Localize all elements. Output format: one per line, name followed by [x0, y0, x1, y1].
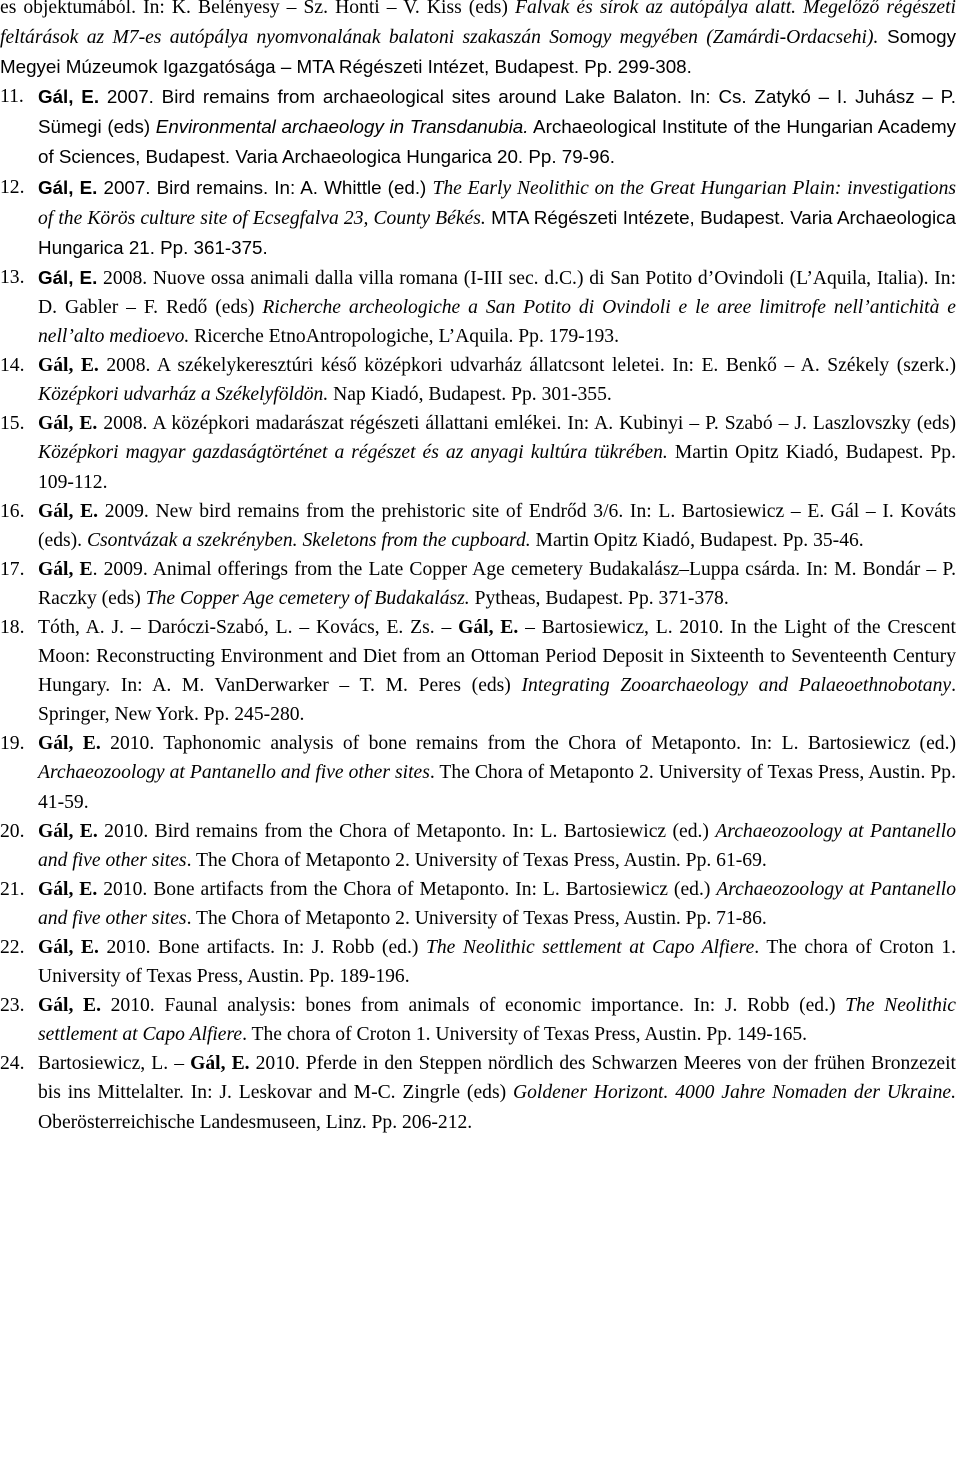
reference-text: . The chora of Croton 1. University of Texas Press, Austin. Pp. 189-196. [38, 937, 956, 988]
reference-entry-23 [0, 991, 957, 1049]
reference-entry-22 [0, 933, 956, 991]
reference-entry-15 [0, 409, 957, 496]
author-name: Gál, E. [38, 937, 99, 958]
reference-text: Somogy Megyei Múzeumok Igazgatósága – MTA Régészeti Intézet, Budapest. Pp. 299-308. [0, 26, 956, 78]
reference-text: Tóth, A. J. – Daróczi-Szabó, L. – Kovács, E. Zs. – [38, 616, 459, 638]
reference-entry-13 [0, 263, 957, 351]
reference-text: 2010. Bird remains from the Chora of Metaponto. In: L. Bartosiewicz (ed.) [97, 820, 716, 842]
author-name: Gál, E. [458, 616, 519, 638]
publication-title: Csontvázak a szekrényben. Skeletons from the cupboard. [86, 529, 531, 551]
reference-entry-14 [0, 351, 957, 409]
author-name: Gál, E. [38, 733, 101, 755]
reference-number: 21. [0, 878, 25, 900]
reference-entry-17 [0, 555, 956, 613]
reference-text: 2010. Bone artifacts. In: J. Robb (ed.) [98, 937, 426, 958]
reference-number: 13. [0, 266, 25, 288]
reference-entry-16 [0, 497, 957, 555]
reference-text: Martin Opitz Kiadó, Budapest. Pp. 109-112. [38, 442, 957, 493]
reference-number: 19. [0, 733, 25, 755]
reference-entry-19 [0, 729, 956, 816]
reference-text: Nap Kiadó, Budapest. Pp. 301-355. [328, 384, 612, 406]
reference-number: 20. [0, 820, 25, 842]
reference-number: 24. [0, 1053, 25, 1075]
reference-text: 2010. Pferde in den Steppen nördlich des Schwarzen Meeres von der frühen Bronzezeit bis ins Mittelalter. In: J. Leskovar and M-C. Zingrle (eds) [38, 1053, 956, 1104]
publication-title: The Early Neolithic on the Great Hungarian Plain: investigations of the Körös culture site of Ecsegfalva 23, County Békés. [38, 177, 957, 229]
reference-text: 2008. Nuove ossa animali dalla villa romana (I-III sec. d.C.) di San Potito d’Ovindoli (L’Aquila, Italia). In: D. Gabler – F. Redő (eds) [38, 267, 957, 318]
reference-number: 12. [0, 176, 25, 198]
reference-number: 18. [0, 616, 25, 638]
reference-text: Bartosiewicz, L. – [38, 1053, 191, 1075]
reference-text: . The Chora of Metaponto 2. University of Texas Press, Austin. Pp. 61-69. [186, 849, 767, 871]
publication-title: Environmental archaeology in Transdanubia. [155, 116, 529, 138]
author-name: Gál, E. [190, 1053, 250, 1075]
author-name: Gál, E. [38, 266, 98, 288]
reference-text: 2009. New bird remains from the prehistoric site of Endrőd 3/6. In: L. Bartosiewicz – E. Gál – I. Kováts (eds). [38, 500, 957, 551]
reference-text: 2007. Bird remains from archaeological sites around Lake Balaton. In: Cs. Zatykó – I. Juhász – P. Sümegi (eds) [38, 86, 956, 138]
reference-text: Ricerche EtnoAntropologiche, L’Aquila. Pp. 179-193. [189, 326, 619, 348]
publication-title: Középkori magyar gazdaságtörténet a régészet és az anyagi kultúra tükrében. [38, 442, 668, 464]
publication-title: Középkori udvarház a Székelyföldön. [38, 384, 329, 406]
reference-number: 11. [0, 86, 24, 108]
publication-title: Richerche archeologiche a San Potito di Ovindoli e le aree limitrofe nell’antichità e nell’alto medioevo. [38, 296, 956, 348]
reference-continuation [0, 0, 956, 82]
reference-text: Archaeological Institute of the Hungarian Academy of Sciences, Budapest. Varia Archaeologica Hungarica 20. Pp. 79-96. [38, 116, 956, 168]
reference-text: . 2009. Animal offerings from the Late Copper Age cemetery Budakalász–Luppa csárda. In: M. Bondár – P. Raczky (eds) [38, 558, 956, 609]
reference-text: 2007. Bird remains. In: A. Whittle (ed.) [97, 176, 433, 198]
reference-text: – Bartosiewicz, L. 2010. In the Light of the Crescent Moon: Reconstructing Environment and Diet from an Ottoman Period Deposit in Sixteenth to Seventeenth Century Hungary. In: A. M. VanDerwarker – T. M. Peres (eds) [38, 616, 957, 697]
author-name: Gál, E. [38, 995, 101, 1017]
publication-title: Integrating Zooarchaeology and Palaeoethnobotany [521, 675, 952, 697]
reference-number: 23. [0, 995, 25, 1017]
publication-title: Goldener Horizont. 4000 Jahre Nomaden der Ukraine. [512, 1082, 957, 1104]
reference-text: . Springer, New York. Pp. 245-280. [38, 675, 956, 726]
reference-text: . The Chora of Metaponto 2. University of Texas Press, Austin. Pp. 71-86. [186, 907, 767, 929]
author-name: Gál, E. [38, 878, 98, 900]
author-name: Gál, E. [38, 86, 100, 108]
reference-text: 2008. A székelykeresztúri késő középkori udvarház állatcsont leletei. In: E. Benkő – A. Székely (szerk.) [98, 355, 957, 377]
reference-number: 15. [0, 413, 25, 435]
reference-text: . The chora of Croton 1. University of Texas Press, Austin. Pp. 149-165. [242, 1024, 808, 1046]
author-name: Gál, E. [38, 176, 98, 198]
reference-number: 14. [0, 355, 25, 377]
reference-text: Oberösterreichische Landesmuseen, Linz. Pp. 206-212. [38, 1111, 473, 1133]
reference-entry-21 [0, 875, 956, 933]
author-name: Gál, E. [38, 413, 98, 435]
reference-text: 2008. A középkori madarászat régészeti állattani emlékei. In: A. Kubinyi – P. Szabó – J. Laszlovszky (eds) [97, 413, 957, 435]
author-name: Gál, E. [38, 820, 98, 842]
reference-entry-11 [0, 82, 956, 172]
reference-entry-18 [0, 613, 957, 729]
author-name: Gál, E. [38, 500, 99, 522]
publication-title: Archaeozoology at Pantanello and five other sites [38, 820, 956, 871]
reference-text: MTA Régészeti Intézete, Budapest. Varia Archaeologica Hungarica 21. Pp. 361-375. [38, 206, 956, 258]
publication-title: The Copper Age cemetery of Budakalász. [145, 587, 470, 609]
reference-text: . The Chora of Metaponto 2. University of Texas Press, Austin. Pp. 41-59. [38, 762, 956, 813]
reference-entry-24 [0, 1049, 957, 1136]
publication-title: Falvak és sírok az autópálya alatt. Megelőző régészeti feltárások az M7-es autópálya nyomvonalának balatoni szakaszán Somogy megyében (Zamárdi-Ordacsehi). [0, 0, 957, 49]
reference-entry-20 [0, 817, 956, 875]
reference-number: 22. [0, 937, 25, 958]
reference-text: 2010. Bone artifacts from the Chora of Metaponto. In: L. Bartosiewicz (ed.) [97, 878, 717, 900]
reference-entry-12 [0, 173, 957, 263]
reference-number: 17. [0, 558, 25, 580]
author-name: Gál, E [38, 558, 93, 580]
publication-title: The Neolithic settlement at Capo Alfiere [38, 995, 957, 1046]
reference-text: Pytheas, Budapest. Pp. 371-378. [469, 587, 729, 609]
publication-title: The Neolithic settlement at Capo Alfiere [425, 937, 755, 958]
reference-text: es objektumából. In: K. Belényesy – Sz. Honti – V. Kiss (eds) [0, 0, 515, 18]
reference-text: 2010. Faunal analysis: bones from animals of economic importance. In: J. Robb (ed.) [100, 995, 846, 1017]
publication-title: Archaeozoology at Pantanello and five other sites [38, 762, 430, 784]
reference-text: Martin Opitz Kiadó, Budapest. Pp. 35-46. [530, 529, 864, 551]
reference-number: 16. [0, 500, 25, 522]
publication-title: Archaeozoology at Pantanello and five other sites [38, 878, 956, 929]
author-name: Gál, E. [38, 355, 99, 377]
reference-text: 2010. Taphonomic analysis of bone remains from the Chora of Metaponto. In: L. Bartosiewicz (ed.) [100, 733, 956, 755]
